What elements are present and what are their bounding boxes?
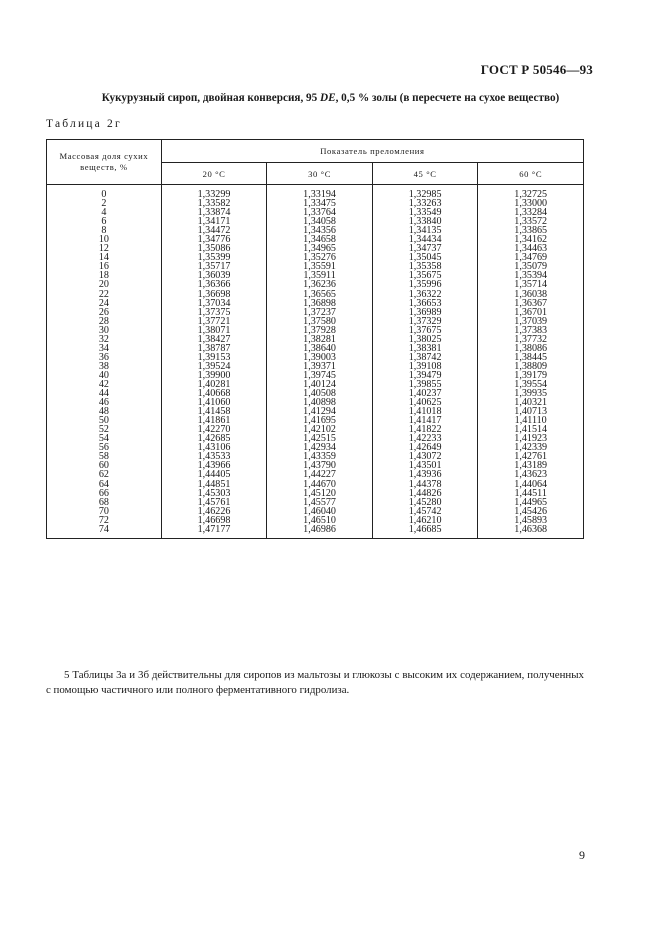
cell-refractive-index: 1,40625	[372, 398, 478, 407]
cell-refractive-index: 1,43501	[372, 461, 478, 470]
cell-refractive-index: 1,41861	[161, 416, 267, 425]
column-header-mass: Массовая доля сухих веществ, %	[47, 140, 162, 185]
cell-refractive-index: 1,35675	[372, 271, 478, 280]
cell-refractive-index: 1,37675	[372, 326, 478, 335]
cell-refractive-index: 1,35911	[267, 271, 373, 280]
cell-refractive-index: 1,44378	[372, 480, 478, 489]
cell-mass-fraction: 12	[47, 244, 162, 253]
cell-mass-fraction: 32	[47, 335, 162, 344]
cell-refractive-index: 1,38427	[161, 335, 267, 344]
cell-refractive-index: 1,38640	[267, 344, 373, 353]
cell-mass-fraction: 64	[47, 480, 162, 489]
cell-mass-fraction: 66	[47, 489, 162, 498]
cell-mass-fraction: 24	[47, 299, 162, 308]
cell-mass-fraction: 42	[47, 380, 162, 389]
cell-refractive-index: 1,34965	[267, 244, 373, 253]
cell-refractive-index: 1,35717	[161, 262, 267, 271]
table-title-part2: , 0,5 % золы (в пересчете на сухое вещество)	[335, 92, 560, 104]
cell-refractive-index: 1,40281	[161, 380, 267, 389]
cell-mass-fraction: 46	[47, 398, 162, 407]
cell-mass-fraction: 50	[47, 416, 162, 425]
cell-refractive-index: 1,37383	[478, 326, 584, 335]
cell-refractive-index: 1,44064	[478, 480, 584, 489]
cell-refractive-index: 1,42934	[267, 443, 373, 452]
table-title	[0, 92, 661, 104]
cell-refractive-index: 1,45426	[478, 507, 584, 516]
cell-refractive-index: 1,39108	[372, 362, 478, 371]
cell-mass-fraction: 20	[47, 280, 162, 289]
cell-refractive-index: 1,45303	[161, 489, 267, 498]
cell-refractive-index: 1,39554	[478, 380, 584, 389]
cell-mass-fraction: 14	[47, 253, 162, 262]
cell-refractive-index: 1,33194	[267, 185, 373, 200]
cell-mass-fraction: 10	[47, 235, 162, 244]
cell-mass-fraction: 62	[47, 470, 162, 479]
cell-refractive-index: 1,33840	[372, 217, 478, 226]
cell-refractive-index: 1,46368	[478, 525, 584, 539]
cell-refractive-index: 1,46510	[267, 516, 373, 525]
cell-mass-fraction: 70	[47, 507, 162, 516]
cell-refractive-index: 1,36039	[161, 271, 267, 280]
cell-refractive-index: 1,36366	[161, 280, 267, 289]
cell-refractive-index: 1,34356	[267, 226, 373, 235]
cell-refractive-index: 1,38381	[372, 344, 478, 353]
cell-refractive-index: 1,42339	[478, 443, 584, 452]
cell-refractive-index: 1,43072	[372, 452, 478, 461]
cell-refractive-index: 1,33874	[161, 208, 267, 217]
cell-refractive-index: 1,34463	[478, 244, 584, 253]
cell-refractive-index: 1,38281	[267, 335, 373, 344]
cell-refractive-index: 1,38787	[161, 344, 267, 353]
cell-refractive-index: 1,41417	[372, 416, 478, 425]
cell-mass-fraction: 34	[47, 344, 162, 353]
cell-refractive-index: 1,34162	[478, 235, 584, 244]
cell-refractive-index: 1,43623	[478, 470, 584, 479]
cell-refractive-index: 1,34472	[161, 226, 267, 235]
cell-refractive-index: 1,34769	[478, 253, 584, 262]
cell-refractive-index: 1,35714	[478, 280, 584, 289]
cell-refractive-index: 1,43106	[161, 443, 267, 452]
cell-refractive-index: 1,38025	[372, 335, 478, 344]
cell-refractive-index: 1,43189	[478, 461, 584, 470]
cell-refractive-index: 1,33549	[372, 208, 478, 217]
cell-refractive-index: 1,34658	[267, 235, 373, 244]
cell-refractive-index: 1,39153	[161, 353, 267, 362]
cell-refractive-index: 1,36038	[478, 290, 584, 299]
cell-refractive-index: 1,34434	[372, 235, 478, 244]
cell-refractive-index: 1,35394	[478, 271, 584, 280]
cell-refractive-index: 1,40124	[267, 380, 373, 389]
cell-refractive-index: 1,33572	[478, 217, 584, 226]
cell-mass-fraction: 58	[47, 452, 162, 461]
cell-refractive-index: 1,40713	[478, 407, 584, 416]
cell-refractive-index: 1,46986	[267, 525, 373, 539]
cell-refractive-index: 1,35399	[161, 253, 267, 262]
cell-refractive-index: 1,46698	[161, 516, 267, 525]
cell-refractive-index: 1,42270	[161, 425, 267, 434]
cell-refractive-index: 1,36322	[372, 290, 478, 299]
cell-refractive-index: 1,39179	[478, 371, 584, 380]
cell-mass-fraction: 44	[47, 389, 162, 398]
column-header-temp-30: 30 °C	[267, 163, 373, 185]
cell-refractive-index: 1,35996	[372, 280, 478, 289]
cell-refractive-index: 1,37039	[478, 317, 584, 326]
cell-refractive-index: 1,45280	[372, 498, 478, 507]
cell-refractive-index: 1,35086	[161, 244, 267, 253]
cell-refractive-index: 1,39524	[161, 362, 267, 371]
cell-refractive-index: 1,44965	[478, 498, 584, 507]
cell-refractive-index: 1,36701	[478, 308, 584, 317]
cell-mass-fraction: 30	[47, 326, 162, 335]
cell-refractive-index: 1,34058	[267, 217, 373, 226]
cell-refractive-index: 1,45120	[267, 489, 373, 498]
cell-mass-fraction: 0	[47, 185, 162, 200]
cell-refractive-index: 1,33299	[161, 185, 267, 200]
cell-refractive-index: 1,33263	[372, 199, 478, 208]
cell-refractive-index: 1,34776	[161, 235, 267, 244]
table-row	[47, 185, 584, 200]
cell-refractive-index: 1,37237	[267, 308, 373, 317]
cell-refractive-index: 1,39003	[267, 353, 373, 362]
cell-refractive-index: 1,47177	[161, 525, 267, 539]
cell-refractive-index: 1,41822	[372, 425, 478, 434]
cell-mass-fraction: 6	[47, 217, 162, 226]
cell-refractive-index: 1,36565	[267, 290, 373, 299]
cell-refractive-index: 1,35276	[267, 253, 373, 262]
cell-refractive-index: 1,40508	[267, 389, 373, 398]
cell-refractive-index: 1,41923	[478, 434, 584, 443]
cell-refractive-index: 1,37375	[161, 308, 267, 317]
cell-refractive-index: 1,46210	[372, 516, 478, 525]
cell-mass-fraction: 36	[47, 353, 162, 362]
cell-refractive-index: 1,39479	[372, 371, 478, 380]
cell-refractive-index: 1,37928	[267, 326, 373, 335]
cell-refractive-index: 1,44670	[267, 480, 373, 489]
cell-mass-fraction: 38	[47, 362, 162, 371]
cell-mass-fraction: 72	[47, 516, 162, 525]
cell-mass-fraction: 22	[47, 290, 162, 299]
cell-refractive-index: 1,36653	[372, 299, 478, 308]
cell-mass-fraction: 60	[47, 461, 162, 470]
cell-mass-fraction: 26	[47, 308, 162, 317]
cell-refractive-index: 1,40237	[372, 389, 478, 398]
cell-refractive-index: 1,34737	[372, 244, 478, 253]
cell-refractive-index: 1,44405	[161, 470, 267, 479]
cell-refractive-index: 1,38086	[478, 344, 584, 353]
cell-refractive-index: 1,33865	[478, 226, 584, 235]
page-number: 9	[579, 848, 585, 862]
cell-refractive-index: 1,39371	[267, 362, 373, 371]
cell-refractive-index: 1,41060	[161, 398, 267, 407]
cell-mass-fraction: 2	[47, 199, 162, 208]
table-label: Таблица 2г	[46, 118, 122, 130]
cell-refractive-index: 1,37580	[267, 317, 373, 326]
refractive-index-table	[46, 139, 584, 539]
cell-refractive-index: 1,41294	[267, 407, 373, 416]
cell-mass-fraction: 18	[47, 271, 162, 280]
table-title-italic: DE	[320, 92, 336, 104]
table-title-part1: Кукурузный сироп, двойная конверсия, 95	[101, 92, 321, 104]
cell-refractive-index: 1,44227	[267, 470, 373, 479]
cell-refractive-index: 1,40668	[161, 389, 267, 398]
column-header-temp-45: 45 °C	[372, 163, 478, 185]
cell-mass-fraction: 56	[47, 443, 162, 452]
cell-refractive-index: 1,39935	[478, 389, 584, 398]
cell-refractive-index: 1,37721	[161, 317, 267, 326]
cell-refractive-index: 1,42761	[478, 452, 584, 461]
cell-refractive-index: 1,36367	[478, 299, 584, 308]
table-body	[47, 185, 584, 539]
cell-refractive-index: 1,45577	[267, 498, 373, 507]
cell-mass-fraction: 52	[47, 425, 162, 434]
cell-refractive-index: 1,44851	[161, 480, 267, 489]
cell-refractive-index: 1,43533	[161, 452, 267, 461]
cell-mass-fraction: 54	[47, 434, 162, 443]
cell-refractive-index: 1,44826	[372, 489, 478, 498]
cell-refractive-index: 1,33764	[267, 208, 373, 217]
cell-refractive-index: 1,42233	[372, 434, 478, 443]
cell-refractive-index: 1,33000	[478, 199, 584, 208]
cell-refractive-index: 1,38445	[478, 353, 584, 362]
cell-mass-fraction: 16	[47, 262, 162, 271]
cell-refractive-index: 1,43359	[267, 452, 373, 461]
cell-refractive-index: 1,39855	[372, 380, 478, 389]
cell-refractive-index: 1,33475	[267, 199, 373, 208]
cell-refractive-index: 1,44511	[478, 489, 584, 498]
cell-refractive-index: 1,43966	[161, 461, 267, 470]
cell-refractive-index: 1,35079	[478, 262, 584, 271]
cell-mass-fraction: 4	[47, 208, 162, 217]
cell-refractive-index: 1,43936	[372, 470, 478, 479]
cell-refractive-index: 1,37732	[478, 335, 584, 344]
cell-refractive-index: 1,33284	[478, 208, 584, 217]
cell-refractive-index: 1,35358	[372, 262, 478, 271]
cell-refractive-index: 1,40321	[478, 398, 584, 407]
cell-mass-fraction: 8	[47, 226, 162, 235]
cell-refractive-index: 1,41514	[478, 425, 584, 434]
cell-refractive-index: 1,32985	[372, 185, 478, 200]
cell-mass-fraction: 68	[47, 498, 162, 507]
cell-refractive-index: 1,35591	[267, 262, 373, 271]
cell-refractive-index: 1,34171	[161, 217, 267, 226]
cell-refractive-index: 1,45893	[478, 516, 584, 525]
cell-refractive-index: 1,42685	[161, 434, 267, 443]
cell-refractive-index: 1,46040	[267, 507, 373, 516]
cell-refractive-index: 1,36236	[267, 280, 373, 289]
cell-refractive-index: 1,39900	[161, 371, 267, 380]
cell-refractive-index: 1,43790	[267, 461, 373, 470]
cell-refractive-index: 1,45742	[372, 507, 478, 516]
cell-mass-fraction: 74	[47, 525, 162, 539]
cell-refractive-index: 1,39745	[267, 371, 373, 380]
table-row	[47, 525, 584, 539]
cell-refractive-index: 1,37329	[372, 317, 478, 326]
cell-mass-fraction: 40	[47, 371, 162, 380]
cell-refractive-index: 1,32725	[478, 185, 584, 200]
standard-code: ГОСТ Р 50546—93	[480, 62, 593, 77]
cell-refractive-index: 1,42649	[372, 443, 478, 452]
cell-refractive-index: 1,35045	[372, 253, 478, 262]
cell-refractive-index: 1,42102	[267, 425, 373, 434]
column-header-temp-20: 20 °C	[161, 163, 267, 185]
cell-refractive-index: 1,38071	[161, 326, 267, 335]
column-group-header: Показатель преломления	[161, 140, 583, 163]
cell-refractive-index: 1,33582	[161, 199, 267, 208]
cell-refractive-index: 1,40898	[267, 398, 373, 407]
cell-refractive-index: 1,45761	[161, 498, 267, 507]
cell-refractive-index: 1,41458	[161, 407, 267, 416]
cell-refractive-index: 1,36989	[372, 308, 478, 317]
cell-refractive-index: 1,42515	[267, 434, 373, 443]
cell-refractive-index: 1,37034	[161, 299, 267, 308]
cell-mass-fraction: 28	[47, 317, 162, 326]
cell-refractive-index: 1,36698	[161, 290, 267, 299]
cell-refractive-index: 1,46226	[161, 507, 267, 516]
cell-refractive-index: 1,38742	[372, 353, 478, 362]
cell-refractive-index: 1,41695	[267, 416, 373, 425]
cell-refractive-index: 1,36898	[267, 299, 373, 308]
cell-mass-fraction: 48	[47, 407, 162, 416]
footnote: 5 Таблицы 3а и 3б действительны для сиропов из мальтозы и глюкозы с высоким их содержанием, полученных с помощью частичного или полного ферментативного гидролиза.	[46, 669, 584, 696]
cell-refractive-index: 1,38809	[478, 362, 584, 371]
column-header-temp-60: 60 °C	[478, 163, 584, 185]
cell-refractive-index: 1,41018	[372, 407, 478, 416]
cell-refractive-index: 1,34135	[372, 226, 478, 235]
cell-refractive-index: 1,41110	[478, 416, 584, 425]
cell-refractive-index: 1,46685	[372, 525, 478, 539]
